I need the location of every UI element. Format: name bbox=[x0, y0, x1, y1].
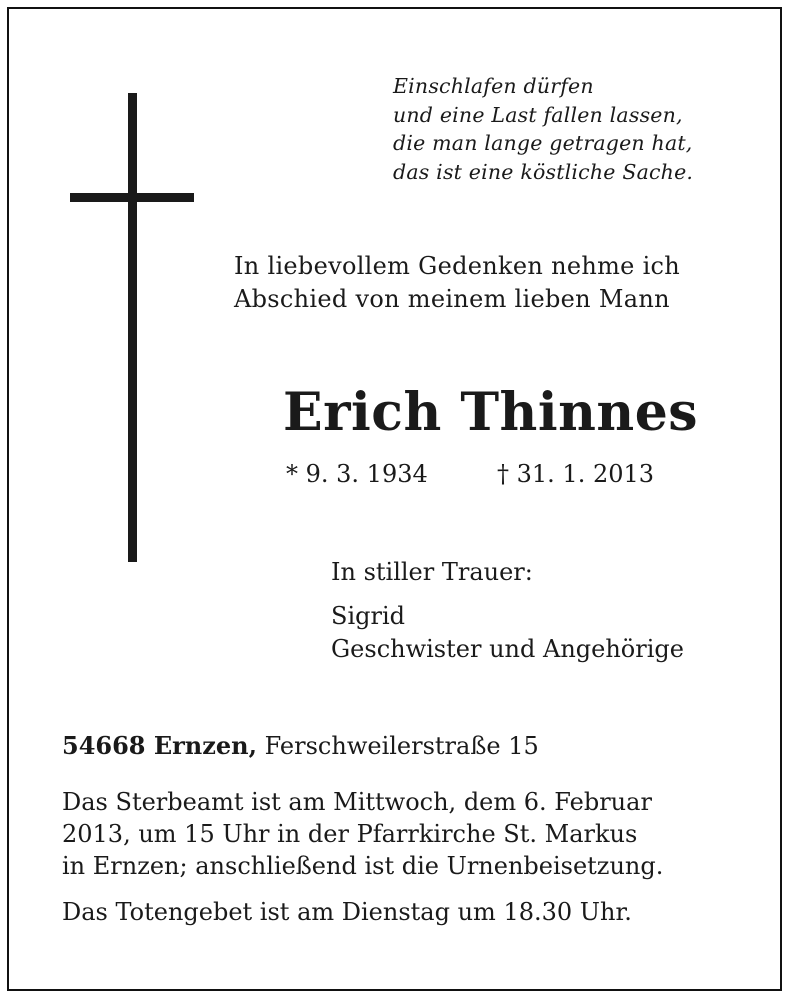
address bbox=[62, 729, 539, 763]
poem-line: Einschlafen dürfen bbox=[393, 74, 594, 98]
intro-text bbox=[234, 250, 680, 316]
intro-line: Abschied von meinem lieben Mann bbox=[234, 285, 670, 313]
address-postal-city: 54668 Ernzen, bbox=[62, 731, 257, 760]
service-announcement bbox=[62, 786, 663, 882]
poem-line: und eine Last fallen lassen, bbox=[393, 102, 683, 127]
service-line: in Ernzen; anschließend ist die Urnenbeisetzung. bbox=[62, 852, 664, 880]
mourners-names bbox=[331, 600, 684, 666]
intro-line: In liebevollem Gedenken nehme ich bbox=[234, 252, 681, 280]
address-street: Ferschweilerstraße 15 bbox=[264, 732, 539, 760]
birth-date: * 9. 3. 1934 bbox=[286, 460, 428, 488]
poem-verse bbox=[393, 72, 693, 186]
poem-line: die man lange getragen hat, bbox=[393, 131, 693, 155]
prayer-announcement: Das Totengebet ist am Dienstag um 18.30 Uhr. bbox=[62, 898, 632, 926]
poem-line: das ist eine köstliche Sache. bbox=[393, 159, 694, 184]
cross-icon-vertical-bar bbox=[128, 93, 137, 562]
service-line: 2013, um 15 Uhr in der Pfarrkirche St. Markus bbox=[62, 820, 638, 848]
deceased-name: Erich Thinnes bbox=[283, 382, 699, 443]
mourner-name: Sigrid bbox=[331, 602, 405, 630]
death-date: † 31. 1. 2013 bbox=[497, 460, 655, 488]
mourner-name: Geschwister und Angehörige bbox=[331, 635, 684, 663]
cross-icon-horizontal-bar bbox=[70, 193, 194, 202]
service-line: Das Sterbeamt ist am Mittwoch, dem 6. Februar bbox=[62, 788, 652, 816]
mourners-label: In stiller Trauer: bbox=[331, 558, 533, 586]
